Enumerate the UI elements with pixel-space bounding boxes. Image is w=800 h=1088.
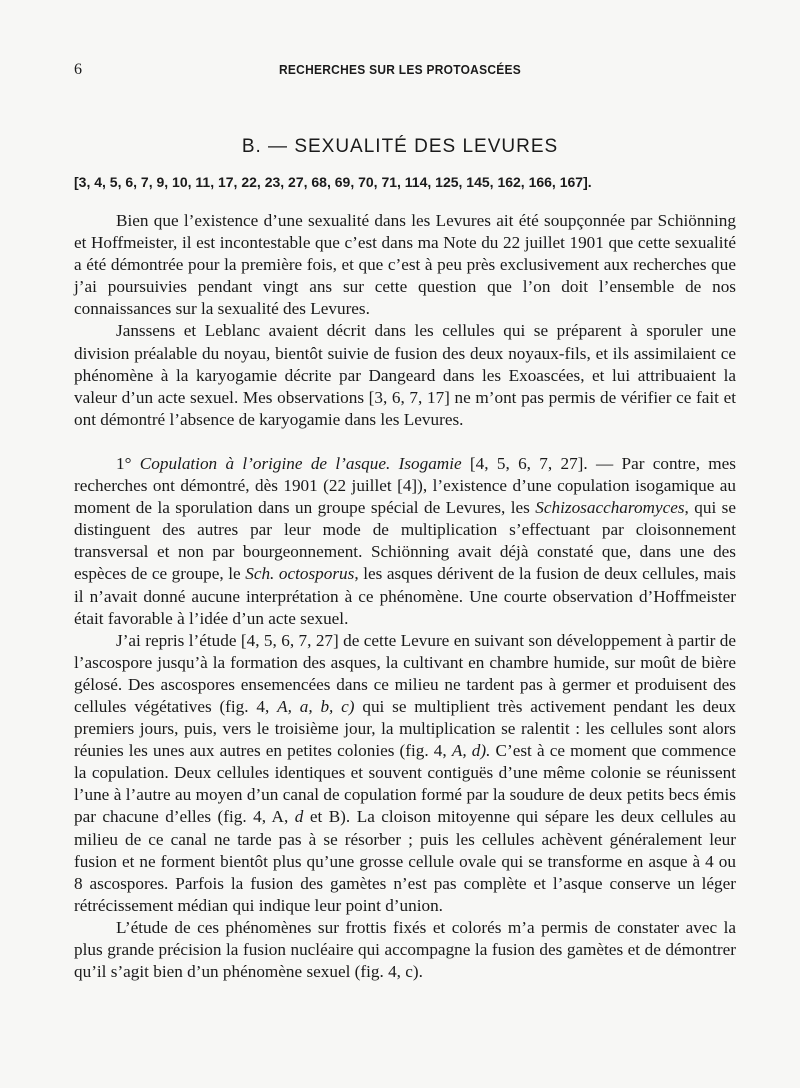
paragraph-4-text-4: et B). La cloison mitoyenne qui sépare les deux cellules au milieu de ce canal ne tarde pas à se résorber ; puis les cellules achèvent généralement leur fusion et ne forment bientôt plus qu’une grosse cellule ovale qui se transforme en asque à 4 ou 8 ascospores. Parfois la fusion des gamètes n’est pas complète et l’asque conserve un léger rétrécissement médian qui indique leur point d’union. xyxy=(74,807,736,915)
paragraph-5: L’étude de ces phénomènes sur frottis fixés et colorés m’a permis de constater avec la plus grande précision la fusion nucléaire qui accompagne la fusion des gamètes et de démontrer qu’il s’agit bien d’un phénomène sexuel (fig. 4, c). xyxy=(74,917,736,982)
genus-name: Schizosaccharomyces xyxy=(535,498,685,518)
paragraph-3 xyxy=(74,453,736,630)
figure-ref-1: A, a, b, c) xyxy=(277,696,355,716)
paragraph-4-text-1: J’ai repris l’étude [4, 5, 6, 7, 27] de cette Levure en suivant son développement à partir de l’ascospore jusqu’à la formation des asques, la cultivant en chambre humide, sur moût de bière gélosé. Des ascospores ensemencées dans ce milieu ne tardent pas à germer et produisent des cellules végétatives (fig. 4, xyxy=(74,630,736,716)
paragraph-4-text-2: qui se multiplient très activement pendant les deux premiers jours, puis, vers le troisième jour, la multiplication se ralentit : les cellules sont alors réunies les unes aux autres en petites colonies (fig. 4, xyxy=(74,696,736,761)
paragraph-2: Janssens et Leblanc avaient décrit dans les cellules qui se préparent à sporuler une division préalable du noyau, bientôt suivie de fusion des deux noyaux-fils, et ils assimilaient ce phénomène à la karyogamie décrite par Dangeard dans les Exoascées, et lui attribuaient la valeur d’un acte sexuel. Mes observations [3, 6, 7, 17] ne m’ont pas permis de vérifier ce fait et ont démontré l’absence de karyogamie dans les Levures. xyxy=(74,321,736,429)
figure-ref-3: d xyxy=(294,807,304,827)
paragraph-3-text-2: , qui se distinguent des autres par leur mode de multiplication s’effectuant par cloisonnement transversal et non par bourgeonnement. Schiönning avait déjà constaté que, dans une des espèces de ce groupe, le xyxy=(74,498,736,584)
subsection-heading: Copulation à l’origine de l’asque. Isogamie xyxy=(139,453,462,473)
body-text xyxy=(74,210,736,983)
paragraph-3-text-3: , les asques dérivent de la fusion de deux cellules, mais il n’avait donné aucune interprétation à ce phénomène. Une courte observation d’Hoffmeister était favorable à l’idée d’un acte sexuel. xyxy=(74,564,736,628)
page-number: 6 xyxy=(74,61,82,78)
subsection-number: 1° xyxy=(116,453,140,473)
subsection-refs: [4, 5, 6, 7, 27]. — xyxy=(461,453,622,473)
running-title: RECHERCHES SUR LES PROTOASCÉES xyxy=(279,62,521,77)
paragraph-3-text-1: Par contre, mes recherches ont démontré, dès 1901 (22 juillet [4]), l’existence d’une copulation isogamique au moment de la sporulation dans un groupe spécial de Levures, les xyxy=(74,453,736,518)
paragraph-4-text-3: C’est à ce moment que commence la copulation. Deux cellules identiques et souvent contiguës d’une même colonie se réunissent l’une à l’autre au moyen d’un canal de copulation formé par la soudure de deux petits becs émis par chacune d’elles (fig. 4, A, xyxy=(74,741,736,827)
figure-ref-2: A, d). xyxy=(451,741,491,761)
species-name: Sch. octosporus xyxy=(245,564,355,584)
section-title: B. — SEXUALITÉ DES LEVURES xyxy=(241,136,559,157)
paragraph-4 xyxy=(74,630,736,917)
reference-list: [3, 4, 5, 6, 7, 9, 10, 11, 17, 22, 23, 27, 68, 69, 70, 71, 114, 125, 145, 162, 166, 167]. xyxy=(74,174,592,190)
paragraph-1: Bien que l’existence d’une sexualité dans les Levures ait été soupçonnée par Schiönning et Hoffmeister, il est incontestable que c’est dans ma Note du 22 juillet 1901 que cette sexualité a été démontrée pour la première fois, et que c’est à peu près exclusivement aux recherches que j’ai poursuivies pendant vingt ans sur cette question que l’on doit l’ensemble de nos connaissances sur la sexualité des Levures. xyxy=(74,211,736,319)
